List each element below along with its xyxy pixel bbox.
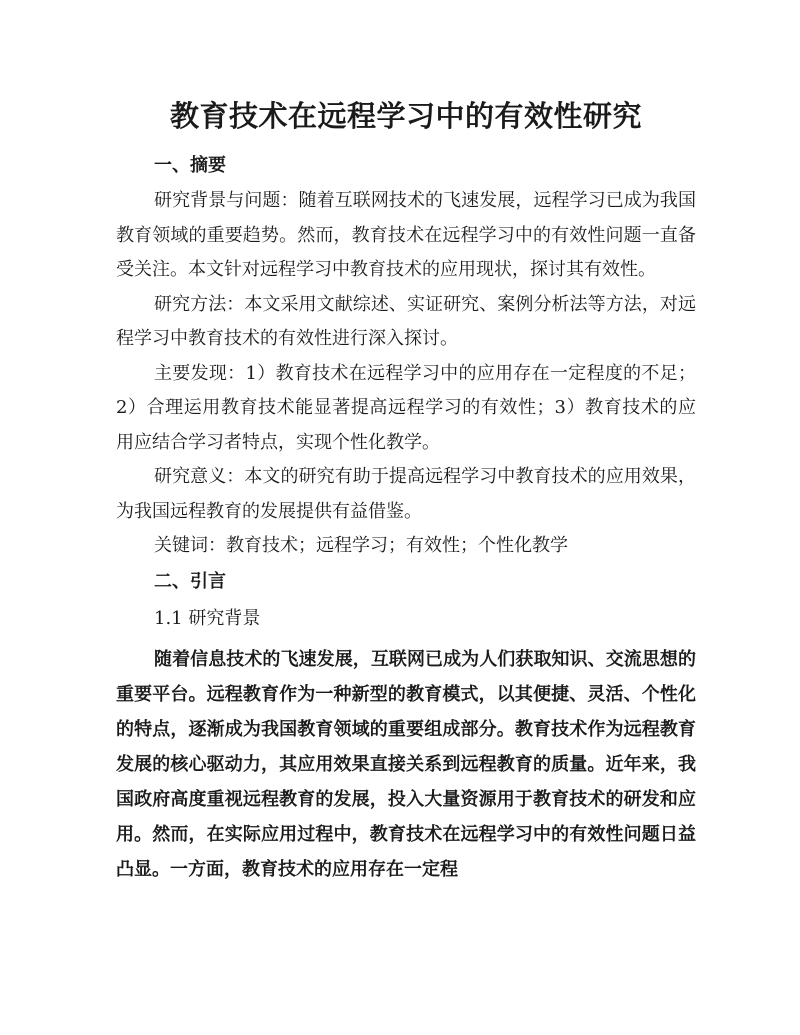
document-page [116, 96, 696, 887]
abstract-findings: 主要发现：1）教育技术在远程学习中的应用存在一定程度的不足；2）合理运用教育技术能显著提高远程学习的有效性；3）教育技术的应用应结合学习者特点，实现个性化教学。 [116, 362, 696, 453]
introduction-section [116, 564, 696, 887]
abstract-background: 研究背景与问题：随着互联网技术的飞速发展，远程学习已成为我国教育领域的重要趋势。然而，教育技术在远程学习中的有效性问题一直备受关注。本文针对远程学习中教育技术的应用现状，探讨其有效性。 [116, 190, 696, 280]
abstract-section [116, 148, 696, 564]
abstract-significance: 研究意义：本文的研究有助于提高远程学习中教育技术的应用效果，为我国远程教育的发展提供有益借鉴。 [116, 466, 696, 522]
introduction-subheading: 1.1 研究背景 [154, 607, 261, 629]
document-title: 教育技术在远程学习中的有效性研究 [169, 99, 642, 133]
abstract-methods: 研究方法：本文采用文献综述、实证研究、案例分析法等方法，对远程学习中教育技术的有效性进行深入探讨。 [116, 293, 696, 349]
introduction-heading: 二、引言 [154, 570, 226, 592]
introduction-paragraph: 随着信息技术的飞速发展，互联网已成为人们获取知识、交流思想的重要平台。远程教育作为一种新型的教育模式，以其便捷、灵活、个性化的特点，逐渐成为我国教育领域的重要组成部分。教育技术作为远程教育发展的核心驱动力，其应用效果直接关系到远程教育的质量。近年来，我国政府高度重视远程教育的发展，投入大量资源用于教育技术的研发和应用。然而，在实际应用过程中，教育技术在远程学习中的有效性问题日益凸显。一方面，教育技术的应用存在一定程 [116, 648, 696, 880]
abstract-keywords: 关键词：教育技术；远程学习；有效性；个性化教学 [154, 535, 568, 556]
abstract-heading: 一、摘要 [154, 155, 226, 176]
